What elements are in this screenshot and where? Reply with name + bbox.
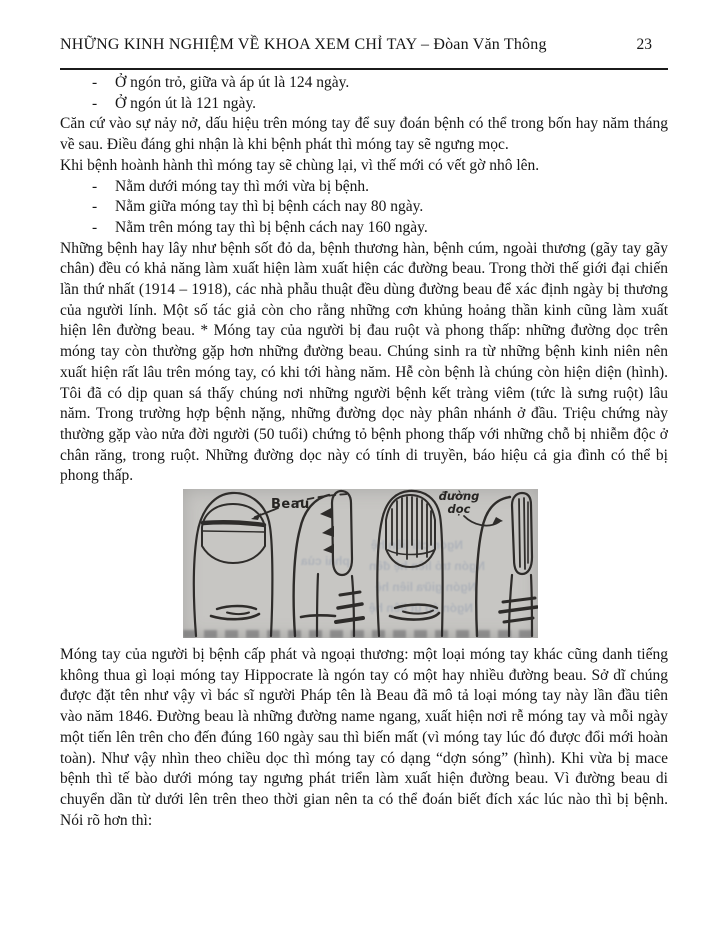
finger-side-vertical-lines (476, 493, 537, 636)
finger-drawing (183, 489, 538, 638)
paragraph: Móng tay của người bị bệnh cấp phát và ngoại thương: một loại móng tay khác cũng danh tiếng không thua gì loại móng tay Hippocrate là ngón tay có một hay nhiều đường beau. Sở dĩ chúng được đặt tên như vậy vì bác sĩ người Pháp tên là Beau đã mô tả loại móng tay này lần đầu tiên vào năm 1846. Đường beau là những đường name ngang, xuất hiện nơi rễ móng tay và mỗi ngày một tiến lên trên cho đến đúng 160 ngày sau thì biến mất (vì móng tay lúc đó được đổi mới hoàn toàn). Như vậy nhìn theo chiều dọc thì móng tay có dạng “dợn sóng” (hình). Khi vừa bị mace bệnh thì tế bào dưới móng tay ngưng phát triển làm xuất hiện đường beau. Vì đường beau di chuyển dần từ dưới lên trên theo thời gian nên ta có thể đoán biết đích xác lúc nào thì bị bệnh. Nói rõ hơn thì: (60, 646, 668, 829)
beau-line (203, 522, 264, 525)
bleed-fragment: phải của (301, 554, 350, 569)
bullet-dash: - (92, 218, 98, 236)
scan-smudge (183, 630, 538, 638)
page-title: NHỮNG KINH NGHIỆM VỀ KHOA XEM CHỈ TAY – Đòan Văn Thông (60, 36, 547, 53)
list-item (60, 197, 668, 218)
bleed-fragment: Ngón áp út liên hệ (369, 601, 473, 616)
list-item-text: Ở ngón trỏ, giữa và áp út là 124 ngày. (115, 74, 350, 91)
paragraph: Những bệnh hay lây như bệnh sốt đỏ da, bệnh thương hàn, bệnh cúm, ngoài thương (gãy tay gãy chân) đều có khả năng làm xuất hiện làm xuất hiện các đường beau. Trong thời thế giới đại chiến lần thứ nhất (1914 – 1918), các nhà phẫu thuật đều dùng đường beau để xác định ngày bị thương của người lính. Một số tác giả còn cho rằng những cơn khủng hoảng thần kinh cũng làm xuất hiện lên đường beau. * Móng tay của người bị đau ruột và phong thấp: những đường dọc trên móng tay còn thường gặp hơn những đường beau. Chúng sinh ra từ những bệnh kinh niên nên xuất hiện rất lâu trên móng tay, có khi tới hàng năm. Hễ còn bệnh là chúng còn hiện diện (hình). Tôi đã có dịp quan sá thấy chúng nơi những người bệnh kết tràng viêm (tức là sưng ruột) lâu năm. Trong trường hợp bệnh nặng, những đường dọc này phân nhánh ở đầu. Triệu chứng này thường gặp vào nửa đời người (50 tuổi) chứng tỏ bệnh phong thấp với những chỗ bị nhiễm độc ở chân răng, trong ruột. Những đường dọc này có tính di truyền, báo hiệu cả gia đình có thể bị phong thấp. (60, 239, 668, 485)
bleed-fragment: Ngón trỏ liên hệ đến (369, 559, 485, 574)
vertical-lines-label (435, 490, 483, 516)
list-item (60, 218, 668, 239)
body-text (60, 73, 668, 831)
list-item-text: Ở ngón út là 121 ngày. (115, 94, 257, 112)
list-item-text: Nằm trên móng tay thì bị bệnh cách nay 160 ngày. (115, 218, 428, 236)
list-item (60, 94, 668, 115)
list-item (60, 177, 668, 198)
list-item-text: Nằm giữa móng tay thì bị bệnh cách nay 80 ngày. (115, 198, 424, 216)
vertical-nail-lines (392, 497, 431, 559)
bullet-dash: - (92, 74, 98, 91)
bullet-dash: - (92, 177, 98, 195)
paragraph: Khi bệnh hoành hành thì móng tay sẽ chùng lại, vì thế mới có vết gờ nhô lên. (60, 156, 540, 174)
bleed-fragment: Ngón giữa liên hệ (375, 580, 477, 595)
vertical-lines-label-line2: dọc (447, 502, 471, 517)
bleed-fragment: Ngón cái liên hệ (371, 538, 464, 553)
page-header (60, 36, 668, 54)
bullet-dash: - (92, 198, 98, 216)
list-item-text: Nằm dưới móng tay thì mới vừa bị bệnh. (115, 177, 370, 195)
page-number: 23 (636, 36, 652, 53)
vertical-lines-label-line1: đường (438, 489, 480, 504)
finger-front-vertical-lines (377, 491, 442, 636)
bullet-dash: - (92, 94, 98, 112)
fingernail-illustration (183, 489, 538, 638)
paragraph: Căn cứ vào sự nảy nở, dấu hiệu trên móng tay để suy đoán bệnh có thể trong bốn hay năm tháng về sau. Điều đáng ghi nhận là khi bệnh phát thì móng tay sẽ ngưng mọc. (60, 115, 668, 154)
list-item (60, 73, 668, 94)
beau-label: Beau (271, 497, 310, 513)
header-divider (60, 68, 668, 70)
